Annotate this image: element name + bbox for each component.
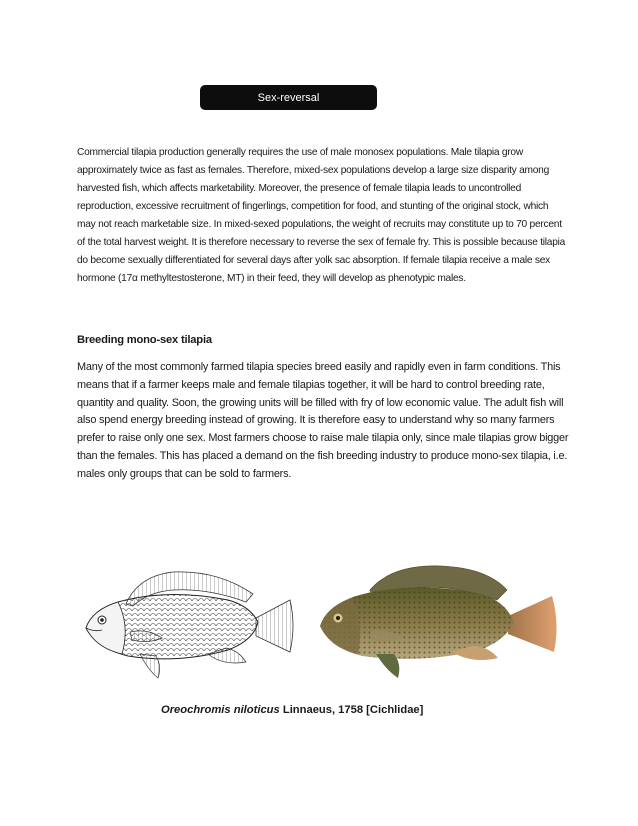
tilapia-line-drawing [78, 566, 298, 684]
section-banner-label: Sex-reversal [257, 91, 320, 104]
breeding-paragraph-text: Many of the most commonly farmed tilapia species breed easily and rapidly even in farm conditions. This means that if a farmer keeps male and female tilapias together, it will be hard to control breeding rate, quantity and quality. Soon, the growing units will be filled with fry of low economic value. The adult fish will also spend energy breeding instead of growing. It is therefore easy to understand why so many farmers prefer to raise only one sex. Most farmers choose to raise male tilapia only, since male tilapias grow bigger than the females. This has placed a demand on the fish breeding industry to produce mono-sex tilapia, i.e. males only groups that can be sold to farmers. [77, 361, 569, 480]
tilapia-photo [312, 560, 560, 682]
figure-caption [161, 704, 423, 716]
breeding-heading: Breeding mono-sex tilapia [77, 334, 212, 346]
section-banner [200, 85, 377, 110]
caption-scientific-name: Oreochromis niloticus [161, 704, 280, 716]
breeding-paragraph [77, 359, 569, 484]
caption-authority: Linnaeus, 1758 [Cichlidae] [282, 704, 424, 716]
intro-paragraph [77, 144, 567, 288]
intro-paragraph-text: Commercial tilapia production generally requires the use of male monosex populations. Male tilapia grow approximately twice as fast as females. Therefore, mixed-sex populations develop a large size disparity among harvested fish, which affects marketability. Moreover, the presence of female tilapia leads to uncontrolled reproduction, excessive recruitment of fingerlings, competition for food, and stunting of the original stock, which may not reach marketable size. In mixed-sexed populations, the weight of recruits may constitute up to 70 percent of the total harvest weight. It is therefore necessary to reverse the sex of female fry. This is possible because tilapia do become sexually differentiated for several days after yolk sac absorption. If female tilapia receive a male sex hormone (17α methyltestosterone, MT) in their feed, they will develop as phenotypic males. [77, 147, 566, 284]
